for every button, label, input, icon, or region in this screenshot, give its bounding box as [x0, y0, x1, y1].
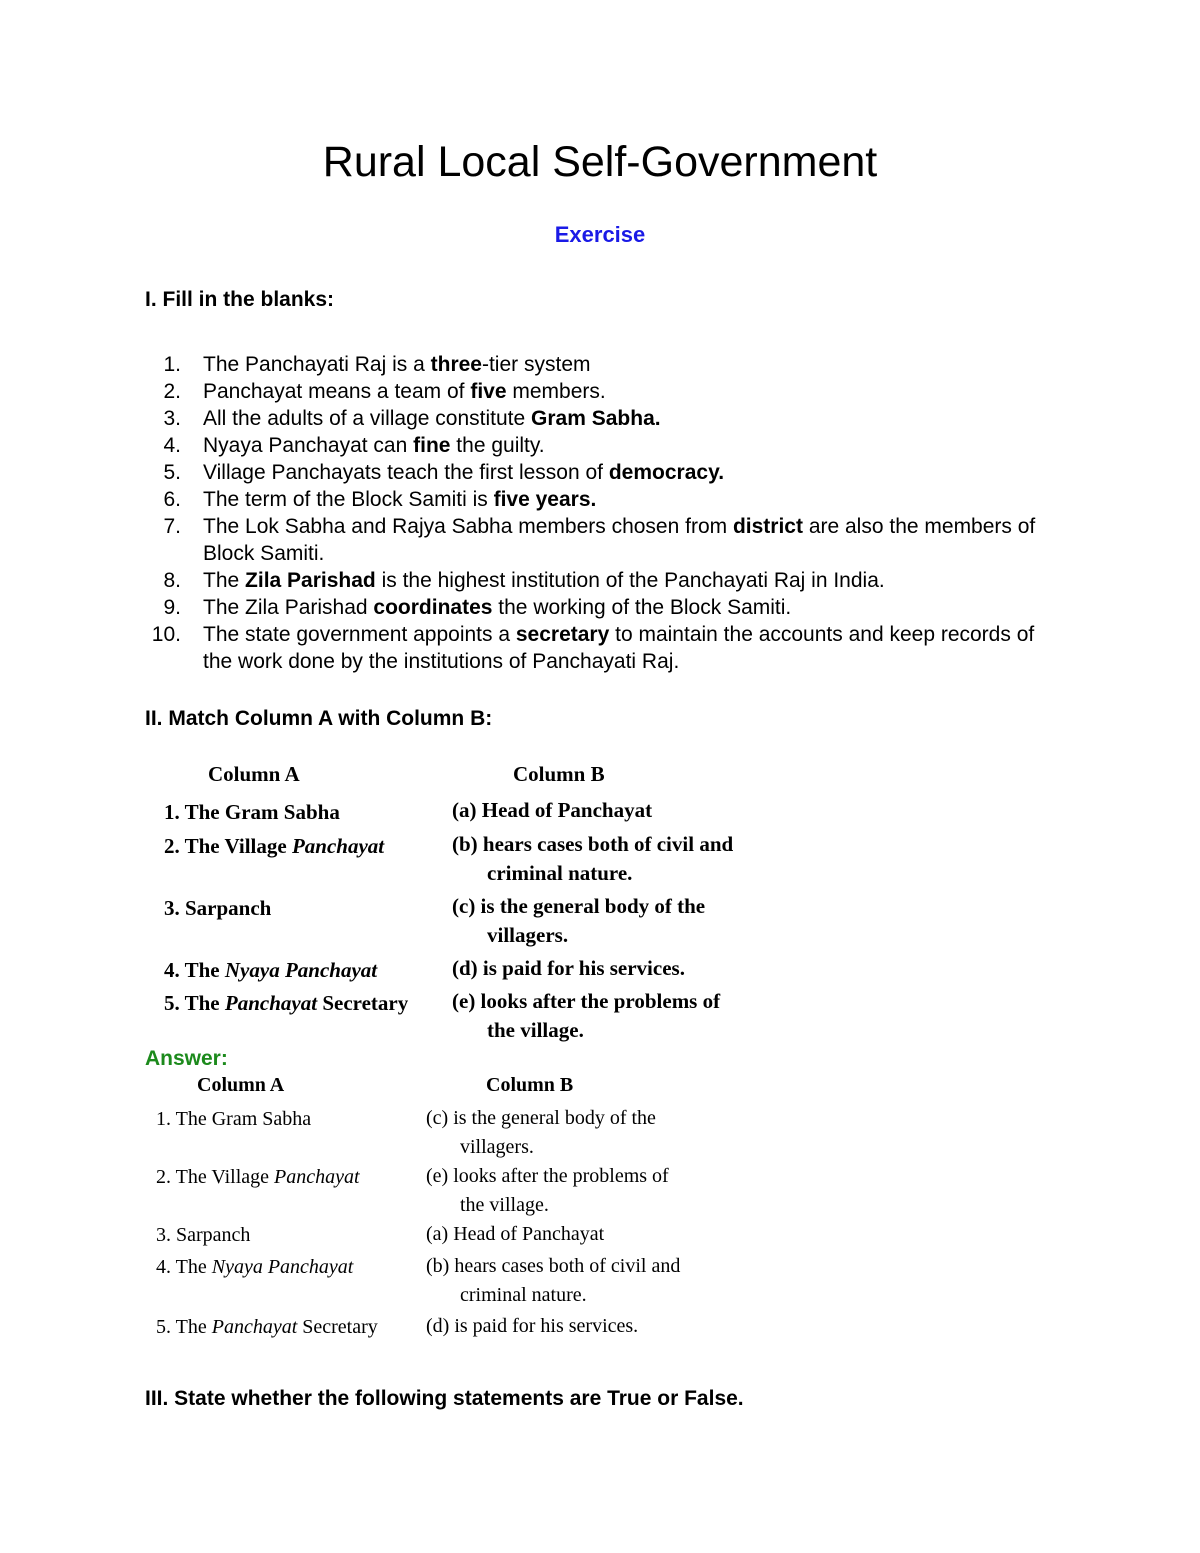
column-b-cell [426, 1162, 669, 1220]
cell-line: (a) Head of Panchayat [426, 1223, 605, 1245]
column-b-header: Column B [513, 762, 605, 786]
cell-line: criminal nature. [460, 1284, 587, 1306]
list-item-text [203, 623, 1034, 673]
list-item-text [203, 380, 606, 403]
text-fragment: are also the members of Block Samiti. [203, 515, 1036, 565]
section-heading-true-false: III. State whether the following statements are True or False. [145, 1387, 744, 1410]
list-item [145, 351, 1065, 378]
text-fragment: Nyaya Panchayat can [203, 434, 414, 457]
exercise-subtitle: Exercise [554, 222, 646, 247]
text-fragment: The [203, 569, 246, 592]
answer-word: five [470, 380, 507, 403]
column-a-cell [164, 834, 384, 859]
column-a-cell [156, 1166, 360, 1189]
list-item-number: 6. [163, 488, 181, 511]
cell-text: 2. The Village [156, 1166, 275, 1188]
cell-text: 1. The Gram Sabha [156, 1108, 312, 1130]
list-item [145, 567, 1065, 594]
cell-text: 5. The [156, 1316, 212, 1338]
cell-line: (d) is paid for his services. [426, 1315, 639, 1337]
list-item-text [203, 407, 661, 430]
column-a-cell [164, 800, 340, 825]
cell-line: (d) is paid for his services. [452, 956, 685, 980]
answer-label: Answer: [145, 1047, 228, 1070]
column-a-cell [164, 958, 377, 983]
column-a-cell [164, 896, 271, 921]
answer-word: five years. [493, 488, 597, 511]
list-item [145, 513, 1065, 567]
cell-line: (c) is the general body of the [452, 894, 706, 918]
cell-line: villagers. [460, 1136, 534, 1158]
column-b-header: Column B [486, 1074, 574, 1096]
cell-text: 3. Sarpanch [156, 1224, 251, 1246]
answer-word: fine [413, 434, 451, 457]
text-fragment: The state government appoints a [203, 623, 516, 646]
list-item-text [203, 434, 545, 457]
list-item-text [203, 569, 885, 592]
cell-line: (e) looks after the problems of [452, 989, 721, 1013]
list-item [145, 432, 1065, 459]
list-item-number: 4. [163, 434, 181, 457]
column-b-cell [452, 987, 720, 1045]
cell-line: (b) hears cases both of civil and [426, 1255, 681, 1277]
answer-word: three [430, 353, 482, 376]
column-b-cell [452, 796, 652, 825]
list-item-number: 5. [163, 461, 181, 484]
list-item-number: 7. [163, 515, 181, 538]
text-fragment: the guilty. [450, 434, 545, 457]
text-fragment: All the adults of a village constitute [203, 407, 532, 430]
list-item [145, 459, 1065, 486]
cell-line: criminal nature. [487, 861, 633, 885]
cell-line: (a) Head of Panchayat [452, 798, 653, 822]
column-a-cell [156, 1316, 378, 1339]
answer-word: Zila Parishad [245, 569, 376, 592]
answer-word: democracy. [608, 461, 725, 484]
cell-line: villagers. [487, 923, 569, 947]
column-b-cell [452, 830, 733, 888]
column-b-cell [426, 1252, 680, 1310]
answer-word: district [732, 515, 803, 538]
cell-text: Panchayat [291, 834, 385, 858]
text-fragment: The Panchayati Raj is a [203, 353, 431, 376]
list-item-number: 8. [163, 569, 181, 592]
answer-word: Gram Sabha. [531, 407, 661, 430]
column-a-cell [156, 1224, 250, 1247]
cell-text: 5. The [164, 991, 225, 1015]
list-item [145, 486, 1065, 513]
list-item-text [203, 488, 596, 511]
list-item-text [203, 353, 591, 376]
text-fragment: to maintain the accounts and keep records of the work done by the institutions of Panchayati Raj. [203, 623, 1035, 673]
cell-text: Panchayat [211, 1316, 298, 1338]
column-a-header: Column A [208, 762, 300, 786]
cell-text: Nyaya Panchayat [211, 1256, 354, 1278]
list-item-number: 10. [151, 623, 181, 646]
text-fragment: The Lok Sabha and Rajya Sabha members chosen from [203, 515, 733, 538]
cell-line: (c) is the general body of the [426, 1107, 656, 1129]
section-heading-fill-blanks: I. Fill in the blanks: [145, 288, 335, 311]
column-b-cell [426, 1312, 638, 1341]
answer-word: secretary [515, 623, 610, 646]
text-fragment: Village Panchayats teach the first lesson of [203, 461, 609, 484]
text-fragment: The term of the Block Samiti is [203, 488, 494, 511]
list-item-number: 1. [163, 353, 181, 376]
text-fragment: The Zila Parishad [203, 596, 374, 619]
cell-text: 4. The [164, 958, 225, 982]
column-b-cell [426, 1220, 604, 1249]
cell-text: 4. The [156, 1256, 212, 1278]
cell-text: 1. The Gram Sabha [164, 800, 340, 824]
column-a-cell [156, 1256, 353, 1279]
text-fragment: the working of the Block Samiti. [492, 596, 792, 619]
cell-text: Panchayat [224, 991, 318, 1015]
text-fragment: -tier system [481, 353, 591, 376]
answer-word: coordinates [373, 596, 493, 619]
list-item-text [203, 461, 724, 484]
column-a-cell [156, 1108, 311, 1131]
cell-text: 3. Sarpanch [164, 896, 272, 920]
text-fragment: members. [506, 380, 606, 403]
cell-text: 2. The Village [164, 834, 292, 858]
list-item [145, 594, 1065, 621]
cell-line: the village. [487, 1018, 584, 1042]
cell-text: Nyaya Panchayat [224, 958, 378, 982]
text-fragment: is the highest institution of the Panchayati Raj in India. [375, 569, 885, 592]
section-heading-match: II. Match Column A with Column B: [145, 707, 493, 730]
cell-line: (b) hears cases both of civil and [452, 832, 734, 856]
list-item-number: 2. [163, 380, 181, 403]
column-b-cell [426, 1104, 656, 1162]
list-item-number: 3. [163, 407, 181, 430]
fill-blanks-list [145, 351, 1065, 675]
list-item [145, 378, 1065, 405]
cell-line: (e) looks after the problems of [426, 1165, 669, 1187]
cell-text: Secretary [297, 1316, 378, 1338]
cell-line: the village. [460, 1194, 549, 1216]
cell-text: Secretary [317, 991, 409, 1015]
column-a-header: Column A [197, 1074, 285, 1096]
list-item-text [203, 515, 1035, 565]
list-item-text [203, 596, 791, 619]
page-title: Rural Local Self-Government [322, 138, 878, 186]
text-fragment: Panchayat means a team of [203, 380, 471, 403]
column-a-cell [164, 991, 408, 1016]
column-b-cell [452, 954, 685, 983]
list-item [145, 405, 1065, 432]
list-item-number: 9. [163, 596, 181, 619]
cell-text: Panchayat [274, 1166, 360, 1188]
column-b-cell [452, 892, 705, 950]
list-item [145, 621, 1065, 675]
